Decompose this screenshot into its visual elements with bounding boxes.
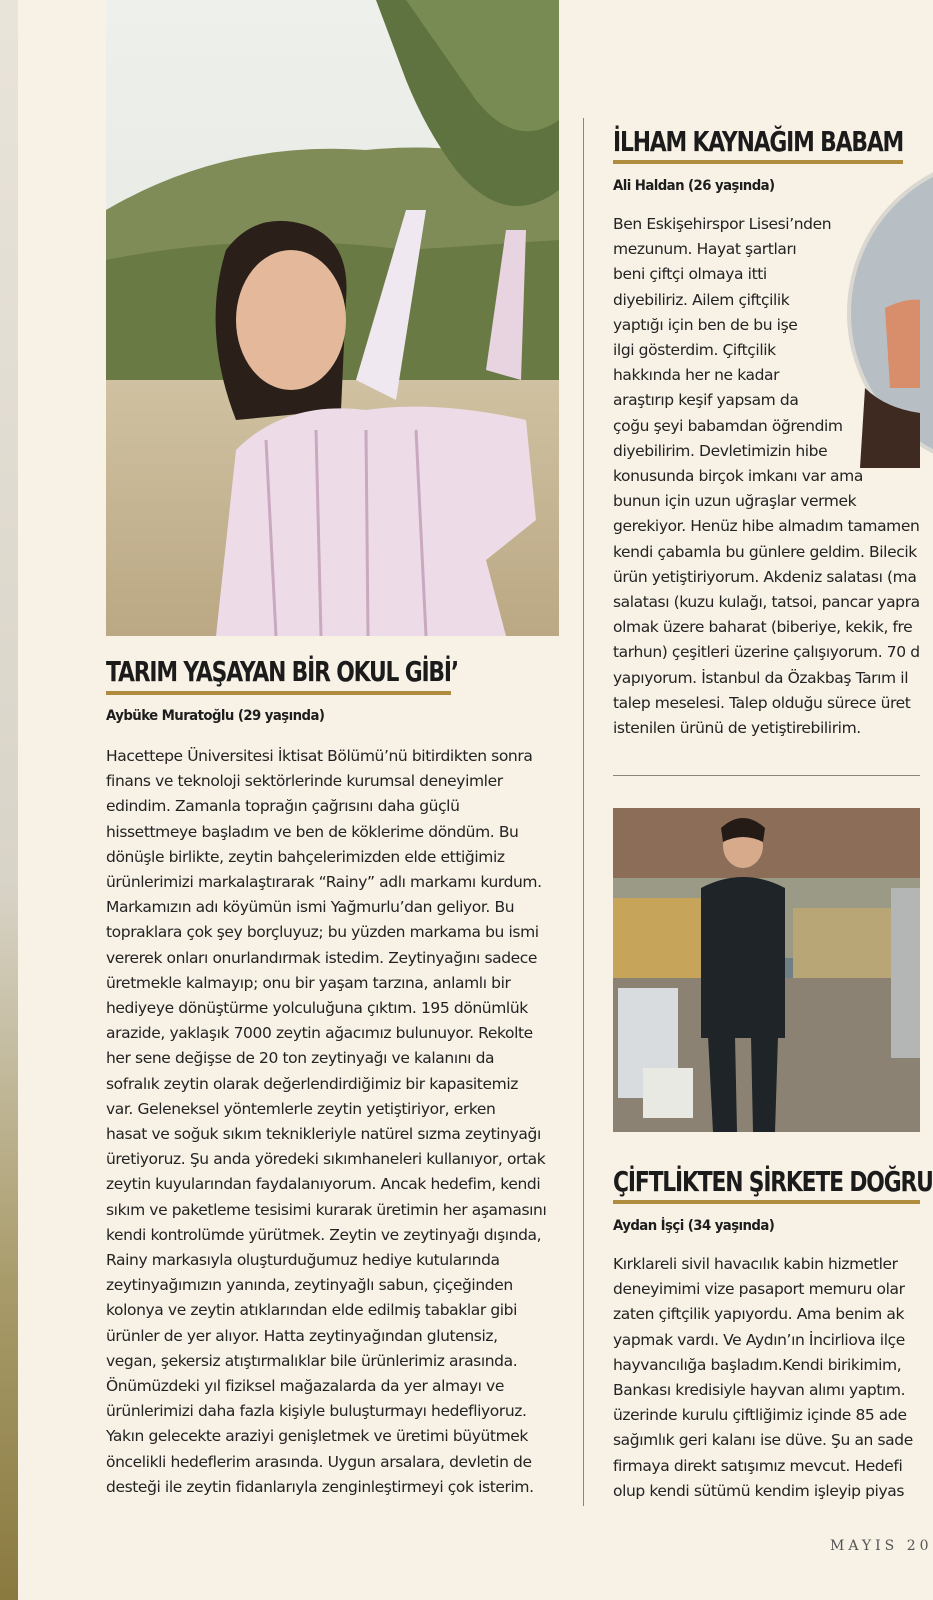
- body-line: Markamızın adı köyümün ismi Yağmurlu’dan geliyor. Bu: [106, 898, 515, 917]
- body-line: topraklara çok şey borçluyuz; bu yüzden markama bu ismi: [106, 923, 539, 942]
- body-line: hissettmeye başladım ve ben de köklerime döndüm. Bu: [106, 822, 519, 841]
- body-line: araştırıp keşif yapsam da: [613, 391, 799, 410]
- body-line: istenilen ürünü de yetiştirebilirim.: [613, 719, 861, 737]
- body-line: deneyimimi vize pasaport memuru olar: [613, 1280, 905, 1299]
- body-line: her sene değişse de 20 ton zeytinyağı ve kalanını da: [106, 1049, 495, 1068]
- body-line: ürün yetiştiriyorum. Akdeniz salatası (ma: [613, 567, 917, 586]
- body-line: ürünlerimizi markalaştırarak “Rainy” adlı markamı kurdum.: [106, 873, 542, 891]
- body-line: beni çiftçi olmaya itti: [613, 265, 767, 284]
- body-line: olmak üzere baharat (biberiye, kekik, fre: [613, 618, 913, 637]
- body-line: kendi kontrolümde yürütmek. Zeytin ve zeytinyağı dışında,: [106, 1225, 542, 1244]
- body-line: edindim. Zamanla toprağın çağrısını daha güçlü: [106, 797, 460, 816]
- body-line: kendi çabamla bu günlere geldim. Bilecik: [613, 542, 917, 561]
- body-line: vererek onları onurlandırmak istedim. Zeytinyağını sadece: [106, 948, 538, 967]
- body-line: talep meselesi. Talep olduğu sürece üret: [613, 693, 911, 712]
- body-line: yapıyorum. İstanbul da Özakbaş Tarım il: [613, 668, 909, 687]
- body-line: gerekiyor. Henüz hibe almadım tamamen: [613, 517, 920, 536]
- body-line: Rainy markasıyla oluşturduğumuz hediye kutularında: [106, 1251, 500, 1269]
- body-line: firmaya direkt satışımız mevcut. Hedefi: [613, 1456, 903, 1475]
- body-line: salatası (kuzu kulağı, tatsoi, pancar yapra: [613, 593, 920, 611]
- body-line: zaten çiftçilik yapıyordu. Ama benim ak: [613, 1305, 905, 1324]
- body-line: ürünlerimizi daha fazla kişiyle buluşturmayı hedefliyoruz.: [106, 1402, 527, 1421]
- byline-left: Aybüke Muratoğlu (29 yaşında): [106, 708, 325, 724]
- body-line: finans ve teknoloji sektörlerinde kurumsal deneyimler: [106, 772, 503, 791]
- body-line: üzerinde kurulu çiftliğimiz içinde 85 ade: [613, 1406, 907, 1425]
- dairy-farm-photo: [613, 808, 920, 1132]
- portrait-circle-photo: [845, 158, 920, 468]
- body-line: desteği ile zeytin fidanlarıyla zenginleştirmeyi çok isterim.: [106, 1477, 534, 1496]
- headline-left: TARIM YAŞAYAN BİR OKUL GİBİ’: [106, 655, 458, 688]
- body-line: üretiyoruz. Şu anda yöredeki sıkımhaneleri kullanıyor, ortak: [106, 1150, 546, 1169]
- body-line: bunun için uzun uğraşlar vermek: [613, 492, 857, 511]
- body-line: diyebilirim. Devletimizin hibe: [613, 441, 828, 460]
- body-line: dönüşle birlikte, zeytin bahçelerimizden elde ettiğimiz: [106, 847, 505, 866]
- body-line: tarhun) çeşitleri üzerine çalışıyorum. 70 d: [613, 643, 920, 662]
- body-line: vegan, şekersiz atıştırmalıklar bile ürünlerimiz arasında.: [106, 1351, 518, 1370]
- body-line: ilgi gösterdim. Çiftçilik: [613, 341, 776, 359]
- body-line: Ben Eskişehirspor Lisesi’nden: [613, 215, 832, 233]
- headline-underline-top-right: [613, 160, 903, 164]
- body-line: zeytin kuyularından faydalanıyorum. Ancak hedefim, kendi: [106, 1175, 541, 1194]
- body-line: arazide, yaklaşık 7000 zeytin ağacımız bulunuyor. Rekolte: [106, 1024, 533, 1043]
- body-line: Hacettepe Üniversitesi İktisat Bölümü’nü bitirdikten sonra: [106, 747, 533, 765]
- body-line: zeytinyağımızın yanında, zeytinyağlı sabun, çiçeğinden: [106, 1276, 513, 1295]
- body-line: hasat ve soğuk sıkım teknikleriyle natürel sızma zeytinyağı: [106, 1125, 541, 1143]
- body-line: diyebiliriz. Ailem çiftçilik: [613, 290, 790, 309]
- byline-top-right: Ali Haldan (26 yaşında): [613, 178, 775, 194]
- body-line: sıkım ve paketleme tesisimi kurarak üretimin her aşamasını: [106, 1200, 547, 1219]
- headline-bottom-right: ÇİFTLİKTEN ŞİRKETE DOĞRU: [613, 1165, 933, 1198]
- body-line: sağımlık geri kalanı ise düve. Şu an sade: [613, 1431, 913, 1450]
- body-line: Önümüzdeki yıl fiziksel mağazalarda da yer almayı ve: [106, 1377, 504, 1395]
- headline-underline-bottom-right: [613, 1200, 920, 1204]
- body-line: çoğu şeyi babamdan öğrendim: [613, 416, 843, 435]
- body-line: hakkında her ne kadar: [613, 366, 780, 385]
- page-folio: MAYIS 20: [830, 1538, 933, 1554]
- body-line: yapmak vardı. Ve Aydın’ın İncirliova ilçe: [613, 1330, 905, 1349]
- column-divider: [583, 118, 584, 1506]
- headline-underline-left: [106, 691, 451, 695]
- olive-grove-photo: [106, 0, 559, 636]
- body-line: Kırklareli sivil havacılık kabin hizmetler: [613, 1255, 898, 1273]
- byline-bottom-right: Aydan İşçi (34 yaşında): [613, 1218, 775, 1234]
- body-line: mezunum. Hayat şartları: [613, 240, 797, 259]
- section-divider: [613, 775, 920, 776]
- body-line: öncelikli hedeflerim arasında. Uygun arsalara, devletin de: [106, 1452, 532, 1471]
- body-line: Bankası kredisiyle hayvan alımı yaptım.: [613, 1381, 906, 1399]
- body-line: sofralık zeytin olarak değerlendirdiğimiz bir kapasitemiz: [106, 1074, 518, 1093]
- body-line: hayvancılığa başladım.Kendi birikimim,: [613, 1355, 902, 1374]
- body-line: Yakın gelecekte araziyi genişletmek ve üretimi büyütmek: [106, 1427, 529, 1446]
- body-line: üretmekle kalmayıp; onu bir yaşam tarzına, anlamlı bir: [106, 973, 511, 992]
- body-line: hediyeye dönüştürme yolculuğuna çıktım. 195 dönümlük: [106, 999, 528, 1017]
- body-line: var. Geleneksel yöntemlerle zeytin yetiştiriyor, erken: [106, 1099, 496, 1118]
- body-line: kolonya ve zeytin atıklarından elde edilmiş tabaklar gibi: [106, 1301, 518, 1320]
- body-line: ürünler de yer alıyor. Hatta zeytinyağından glutensiz,: [106, 1326, 498, 1345]
- body-line: konusunda birçok imkanı var ama: [613, 467, 863, 485]
- body-line: olup kendi sütümü kendim işleyip piyas: [613, 1481, 905, 1500]
- body-line: yaptığı için ben de bu işe: [613, 315, 798, 334]
- page-edge: [0, 0, 18, 1600]
- headline-top-right: İLHAM KAYNAĞIM BABAM: [613, 125, 904, 158]
